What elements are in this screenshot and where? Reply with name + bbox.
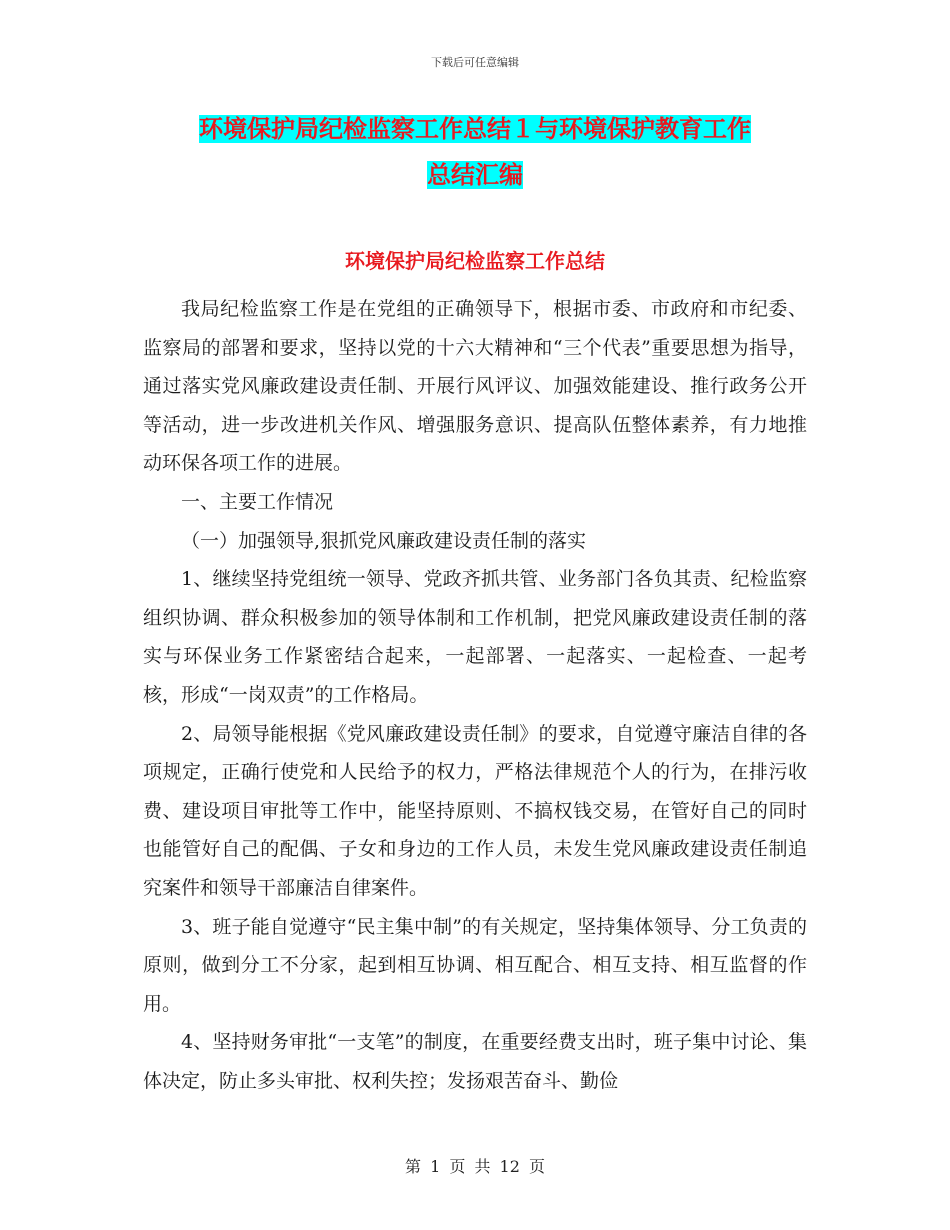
document-title — [140, 106, 810, 198]
document-body — [143, 290, 807, 1100]
paragraph-item-3: 3、班子能自觉遵守“民主集中制”的有关规定，坚持集体领导、分工负责的原则，做到分工不分家，起到相互协调、相互配合、相互支持、相互监督的作用。 — [143, 915, 807, 1015]
header-note: 下载后可任意编辑 — [431, 56, 519, 69]
paragraph-item-1: 1、继续坚持党组统一领导、党政齐抓共管、业务部门各负其责、纪检监察组织协调、群众积极参加的领导体制和工作机制，把党风廉政建设责任制的落实与环保业务工作紧密结合起来，一起部署、一起落实、一起检查、一起考核，形成“一岗双责”的工作格局。 — [143, 568, 807, 706]
heading-main-work: 一、主要工作情况 — [181, 490, 334, 513]
paragraph-item-4: 4、坚持财务审批“一支笔”的制度，在重要经费支出时，班子集中讨论、集体决定，防止多头审批、权利失控；发扬艰苦奋斗、勤俭 — [143, 1031, 807, 1092]
subheading-leadership: （一）加强领导,狠抓党风廉政建设责任制的落实 — [181, 529, 587, 552]
document-title-line-1: 环境保护局纪检监察工作总结１与环境保护教育工作 — [199, 115, 751, 143]
section-title: 环境保护局纪检监察工作总结 — [345, 249, 605, 273]
paragraph-item-2: 2、局领导能根据《党风廉政建设责任制》的要求，自觉遵守廉洁自律的各项规定，正确行使党和人民给予的权力，严格法律规范个人的行为，在排污收费、建设项目审批等工作中，能坚持原则、不搞权钱交易，在管好自己的同时也能管好自己的配偶、子女和身边的工作人员，未发生党风廉政建设责任制追究案件和领导干部廉洁自律案件。 — [143, 722, 807, 899]
document-title-line-2: 总结汇编 — [427, 161, 523, 189]
paragraph-intro: 我局纪检监察工作是在党组的正确领导下，根据市委、市政府和市纪委、监察局的部署和要求，坚持以党的十六大精神和“三个代表”重要思想为指导，通过落实党风廉政建设责任制、开展行风评议、加强效能建设、推行政务公开等活动，进一步改进机关作风、增强服务意识、提高队伍整体素养，有力地推动环保各项工作的进展。 — [143, 298, 807, 475]
page-footer: 第 1 页 共 12 页 — [405, 1157, 545, 1176]
